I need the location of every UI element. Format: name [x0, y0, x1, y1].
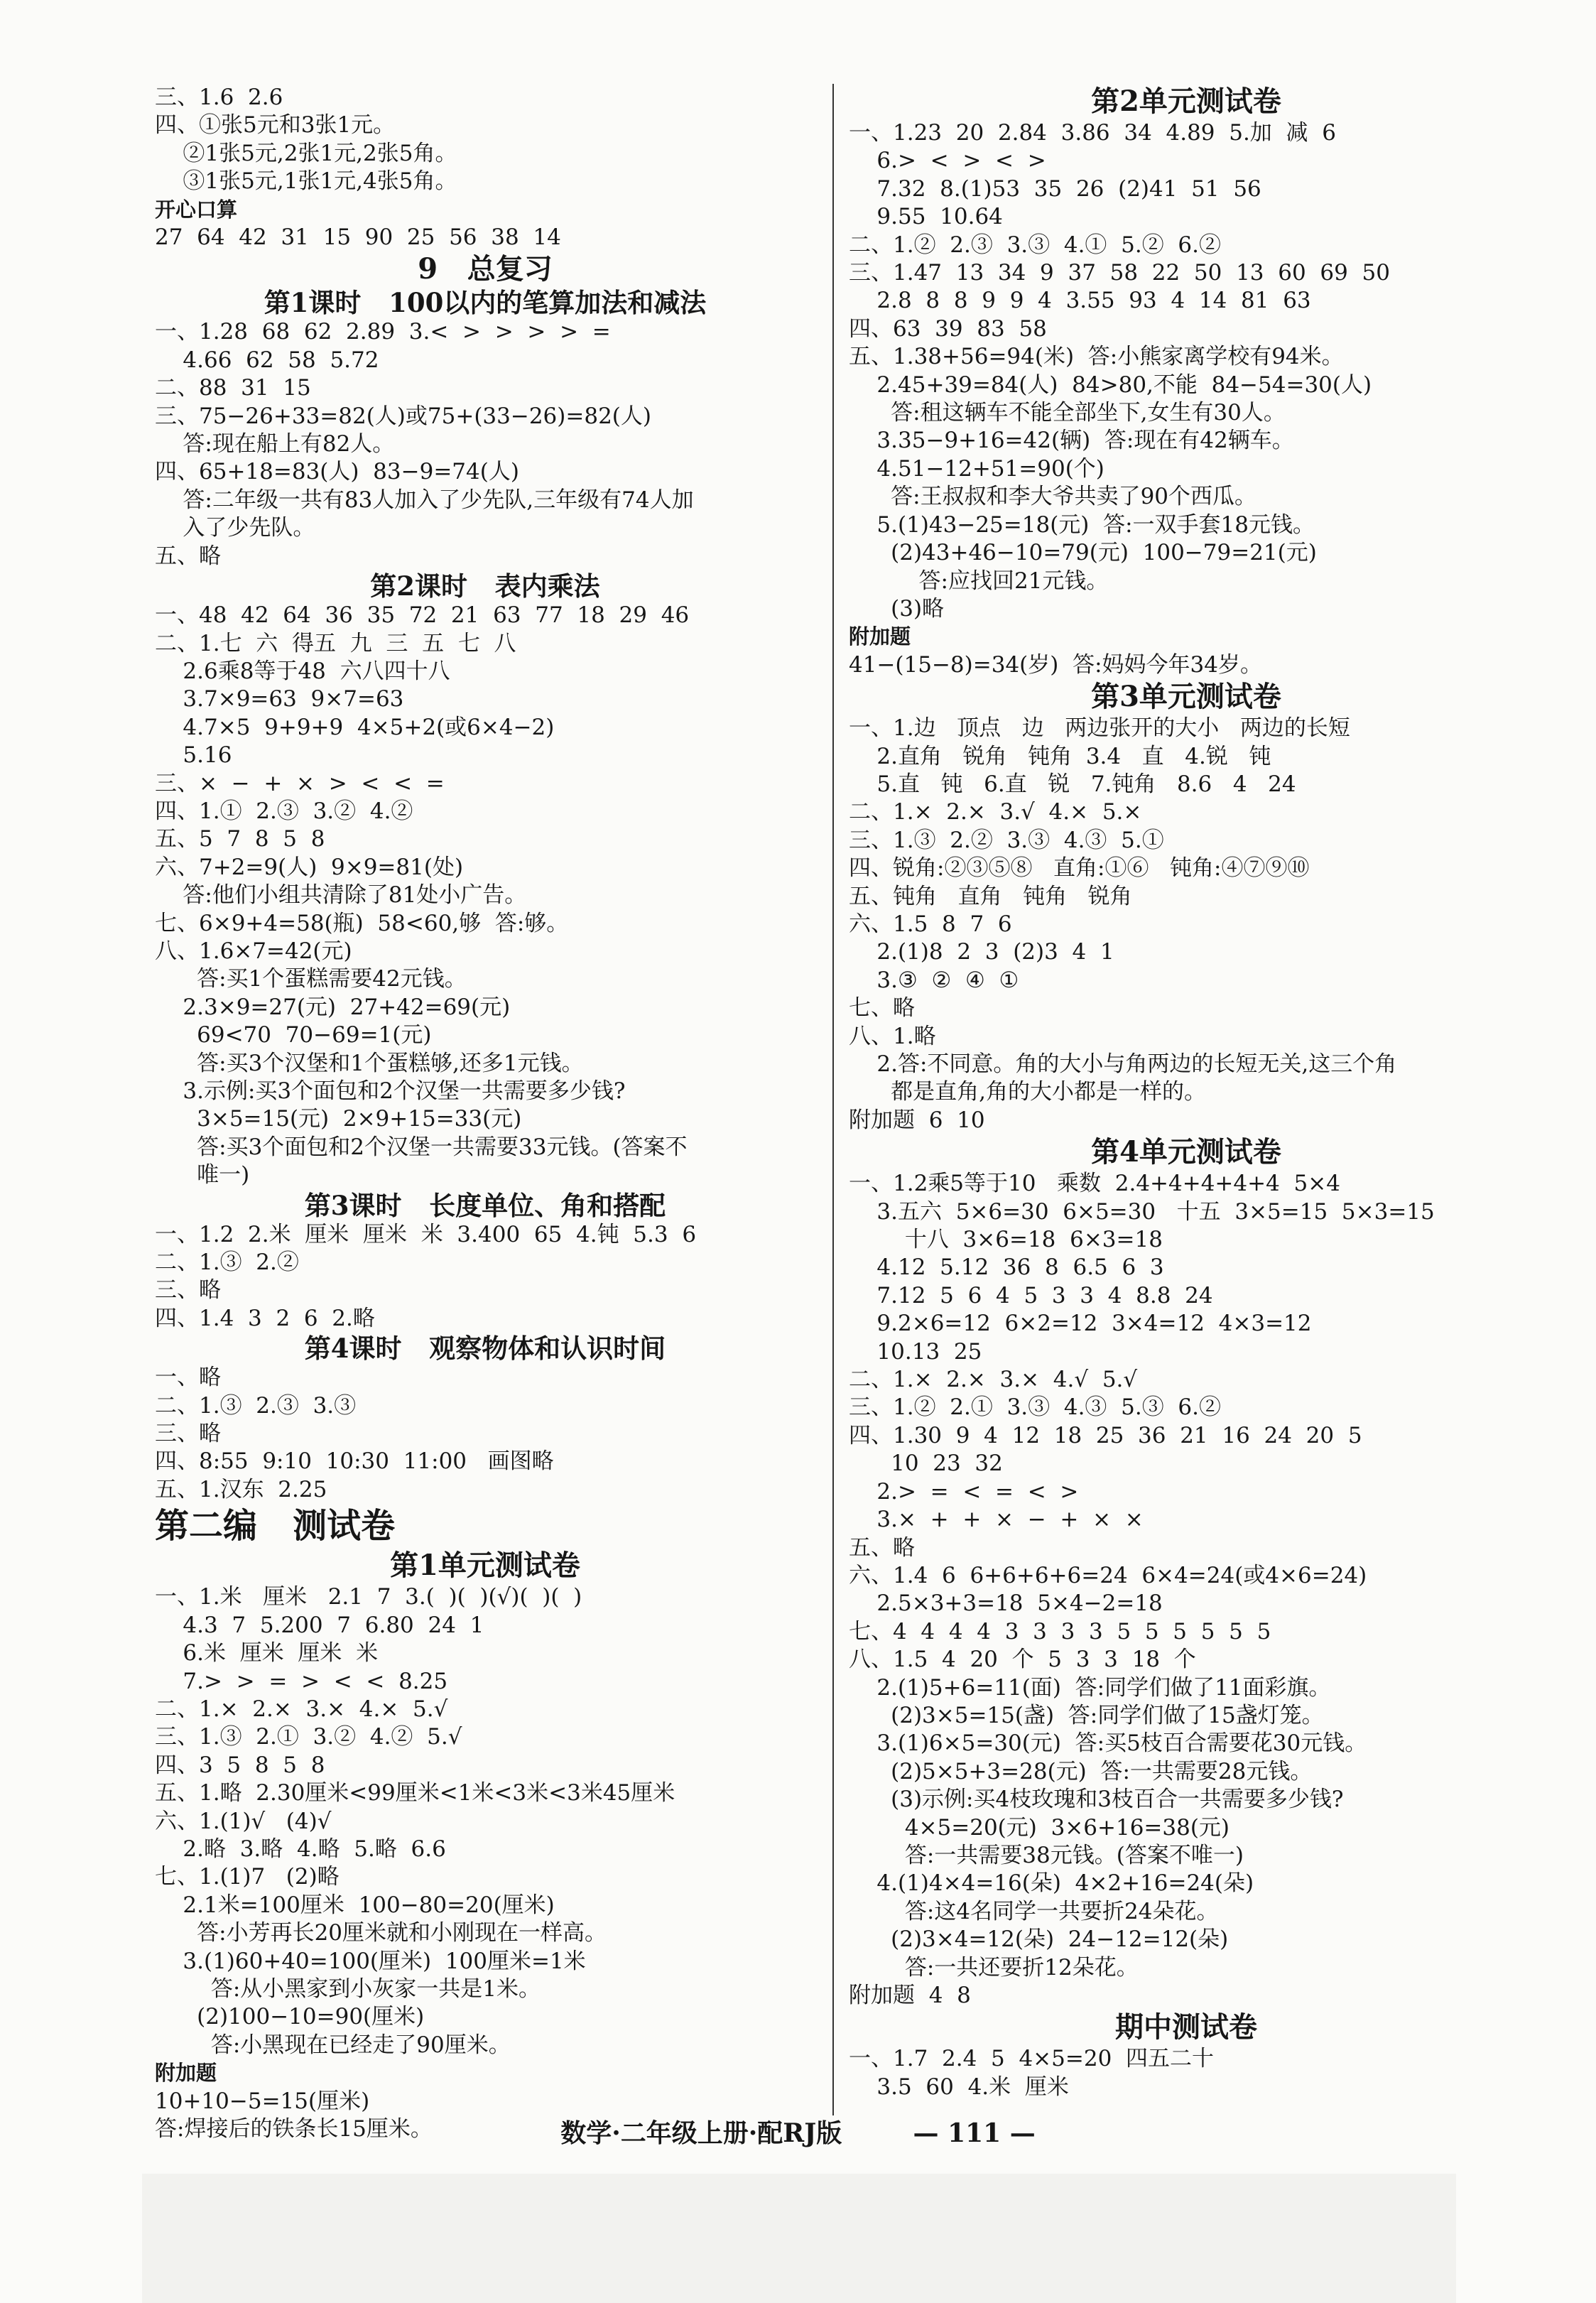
answer-line: 八、1.6×7=42(元)	[155, 938, 352, 964]
answer-line: 7.32 8.(1)53 35 26 (2)41 51 56	[849, 175, 1261, 202]
answer-line: 七、略	[849, 995, 915, 1022]
answer-line: 一、1.7 2.4 5 4×5=20 四五二十	[849, 2046, 1214, 2072]
answer-line: 答:这4名同学一共要折24朵花。	[849, 1898, 1219, 1924]
section-heading: 第1单元测试卷	[390, 1549, 580, 1583]
answer-line: (2)5×5+3=28(元) 答:一共需要28元钱。	[849, 1758, 1313, 1784]
answer-line: 3.(1)60+40=100(厘米) 100厘米=1米	[155, 1948, 586, 1974]
answer-line: 9.55 10.64	[849, 204, 1003, 230]
lesson-heading: 第3课时 长度单位、角和搭配	[304, 1189, 666, 1221]
answer-line: 7.12 5 6 4 5 3 3 4 8.8 24	[849, 1282, 1213, 1308]
section-heading: 9 总复习	[418, 252, 553, 286]
answer-line: 五、略	[155, 543, 221, 569]
answer-line: 二、1.③ 2.②	[155, 1250, 299, 1276]
answer-line: 3.7×9=63 9×7=63	[155, 686, 404, 712]
answer-line: 四、锐角:②③⑤⑧ 直角:①⑥ 钝角:④⑦⑨⑩	[849, 855, 1310, 882]
left-column	[155, 84, 815, 2143]
answer-line: 答:二年级一共有83人加入了少先队,三年级有74人加	[155, 487, 694, 513]
answer-line: 五、1.略 2.30厘米<99厘米<1米<3米<3米45厘米	[155, 1780, 675, 1806]
answer-line: 3.五六 5×6=30 6×5=30 十五 3×5=15 5×3=15	[849, 1198, 1435, 1225]
answer-line: 2.答:不同意。角的大小与角两边的长短无关,这三个角	[849, 1051, 1397, 1077]
answer-line: 答:买3个面包和2个汉堡一共需要33元钱。(答案不	[155, 1134, 688, 1160]
answer-line: 2.(1)8 2 3 (2)3 4 1	[849, 939, 1114, 965]
answer-line: 答:他们小组共清除了81处小广告。	[155, 882, 527, 909]
answer-line: 三、略	[155, 1421, 221, 1447]
answer-line: 答:焊接后的铁条长15厘米。	[155, 2116, 433, 2142]
answer-line: 2.5×3+3=18 5×4−2=18	[849, 1591, 1163, 1617]
answer-line: 41−(15−8)=34(岁) 答:妈妈今年34岁。	[849, 651, 1262, 678]
answer-line: 三、× − + × > < < =	[155, 770, 445, 796]
answer-line: 5.16	[155, 742, 232, 769]
answer-line: 八、1.5 4 20 个 5 3 3 18 个	[849, 1647, 1196, 1673]
answer-line: 一、1.边 顶点 边 两边张开的大小 两边的长短	[849, 715, 1350, 742]
answer-line: 答:现在船上有82人。	[155, 431, 395, 457]
answer-line: 一、1.23 20 2.84 3.86 34 4.89 5.加 减 6	[849, 120, 1336, 146]
answer-line: 二、1.② 2.③ 3.③ 4.① 5.② 6.②	[849, 232, 1222, 258]
answer-line: 答:应找回21元钱。	[849, 568, 1109, 594]
answer-line: 10+10−5=15(厘米)	[155, 2088, 370, 2114]
answer-line: 八、1.略	[849, 1023, 936, 1049]
answer-line: 六、1.5 8 7 6	[849, 911, 1012, 937]
answer-line: 答:一共还要折12朵花。	[849, 1954, 1139, 1980]
answer-line: 六、1.4 6 6+6+6+6=24 6×4=24(或4×6=24)	[849, 1562, 1367, 1588]
answer-line: (3)略	[849, 595, 945, 622]
answer-line: 答:租这辆车不能全部坐下,女生有30人。	[849, 400, 1286, 426]
answer-line: 答:小黑现在已经走了90厘米。	[155, 2032, 511, 2058]
answer-line: 附加题 4 8	[849, 1983, 971, 2008]
sub-label: 附加题	[155, 2061, 217, 2086]
answer-line: 三、1.47 13 34 9 37 58 22 50 13 60 69 50	[849, 260, 1390, 286]
answer-line: 四、8:55 9:10 10:30 11:00 画图略	[155, 1448, 554, 1475]
part-heading: 第二编 测试卷	[155, 1506, 396, 1546]
answer-line: 2.略 3.略 4.略 5.略 6.6	[155, 1836, 446, 1862]
answer-line: (2)43+46−10=79(元) 100−79=21(元)	[849, 540, 1317, 566]
answer-line: 5.(1)43−25=18(元) 答:一双手套18元钱。	[849, 511, 1315, 538]
answer-line: 2.(1)5+6=11(面) 答:同学们做了11面彩旗。	[849, 1674, 1331, 1701]
answer-line: 二、1.× 2.× 3.× 4.× 5.√	[155, 1696, 448, 1722]
answer-line: 四、63 39 83 58	[849, 315, 1047, 342]
answer-line: 十八 3×6=18 6×3=18	[849, 1227, 1163, 1253]
answer-line: 2.6乘8等于48 六八四十八	[155, 658, 450, 684]
answer-line: 三、1.② 2.① 3.③ 4.③ 5.③ 6.②	[849, 1394, 1222, 1421]
answer-line: 3.35−9+16=42(辆) 答:现在有42辆车。	[849, 428, 1294, 454]
page-footer	[0, 2113, 1596, 2150]
answer-line: 五、1.汉东 2.25	[155, 1476, 327, 1502]
answer-line: 答:一共需要38元钱。(答案不唯一)	[849, 1842, 1244, 1868]
answer-line: 五、5 7 8 5 8	[155, 826, 325, 852]
answer-line: 答:买3个汉堡和1个蛋糕够,还多1元钱。	[155, 1050, 584, 1076]
answer-line: 5.直 钝 6.直 锐 7.钝角 8.6 4 24	[849, 771, 1296, 797]
answer-line: 6.> < > < >	[849, 148, 1046, 174]
answer-line: 四、65+18=83(人) 83−9=74(人)	[155, 459, 519, 485]
answer-line: 三、1.6 2.6	[155, 85, 283, 110]
page-number: — 111 —	[913, 2118, 1036, 2148]
answer-line: 七、4 4 4 4 3 3 3 3 5 5 5 5 5 5	[849, 1618, 1271, 1644]
answer-line: 三、1.③ 2.① 3.② 4.② 5.√	[155, 1724, 462, 1750]
answer-line: 2.3×9=27(元) 27+42=69(元)	[155, 994, 511, 1020]
answer-line: 七、1.(1)7 (2)略	[155, 1864, 340, 1890]
answer-line: 附加题 6 10	[849, 1107, 985, 1133]
answer-line: (3)示例:买4枝玫瑰和3枝百合一共需要多少钱?	[849, 1787, 1344, 1813]
answer-line: 4.51−12+51=90(个)	[849, 455, 1104, 482]
column-divider	[832, 84, 834, 2115]
right-column	[849, 84, 1524, 2101]
lesson-heading: 第1课时 100以内的笔算加法和减法	[264, 287, 707, 319]
sub-label: 附加题	[849, 624, 911, 649]
section-heading: 第3单元测试卷	[1091, 680, 1281, 714]
answer-line: 都是直角,角的大小都是一样的。	[849, 1079, 1206, 1105]
answer-line: 四、1.30 9 4 12 18 25 36 21 16 24 20 5	[849, 1422, 1362, 1448]
answer-line: 2.8 8 8 9 9 4 3.55 93 4 14 81 63	[849, 288, 1311, 314]
answer-line: 7.> > = > < < 8.25	[155, 1668, 448, 1694]
answer-line: 六、1.(1)√ (4)√	[155, 1808, 332, 1834]
answer-line: 答:小芳再长20厘米就和小刚现在一样高。	[155, 1920, 607, 1946]
answer-line: ③1张5元,1张1元,4张5角。	[155, 168, 457, 195]
answer-line: 10 23 32	[849, 1451, 1003, 1477]
answer-line: 4.12 5.12 36 8 6.5 6 3	[849, 1255, 1164, 1281]
answer-line: 3.× + + × − + × ×	[849, 1507, 1144, 1533]
answer-line: 答:买1个蛋糕需要42元钱。	[155, 966, 467, 992]
answer-line: 3.示例:买3个面包和2个汉堡一共需要多少钱?	[155, 1078, 626, 1104]
answer-line: 七、6×9+4=58(瓶) 58<60,够 答:够。	[155, 910, 569, 936]
answer-line: 答:王叔叔和李大爷共卖了90个西瓜。	[849, 484, 1257, 510]
section-heading: 第2单元测试卷	[1091, 85, 1281, 118]
lesson-heading: 第4课时 观察物体和认识时间	[304, 1333, 666, 1365]
answer-line: 四、1.① 2.③ 3.② 4.②	[155, 798, 413, 824]
answer-line: 三、略	[155, 1277, 221, 1304]
answer-line: 一、1.28 68 62 2.89 3.< > > > > =	[155, 319, 611, 345]
answer-line: 3.(1)6×5=30(元) 答:买5枝百合需要花30元钱。	[849, 1730, 1367, 1757]
answer-line: ②1张5元,2张1元,2张5角。	[155, 140, 457, 166]
answer-line: (2)100−10=90(厘米)	[155, 2004, 425, 2030]
answer-line: 三、75−26+33=82(人)或75+(33−26)=82(人)	[155, 403, 651, 429]
answer-line: 答:从小黑家到小灰家一共是1米。	[155, 1976, 541, 2002]
answer-line: 二、1.七 六 得五 九 三 五 七 八	[155, 630, 516, 656]
section-heading: 期中测试卷	[1115, 2010, 1257, 2044]
answer-line: 10.13 25	[849, 1338, 982, 1365]
answer-line: 2.直角 锐角 钝角 3.4 直 4.锐 钝	[849, 743, 1271, 769]
answer-line: 6.米 厘米 厘米 米	[155, 1640, 379, 1667]
answer-line: 4.(1)4×4=16(朵) 4×2+16=24(朵)	[849, 1870, 1254, 1897]
answer-line: 一、略	[155, 1365, 221, 1391]
answer-line: 3.③ ② ④ ①	[849, 967, 1019, 993]
answer-line: 4.3 7 5.200 7 6.80 24 1	[155, 1612, 484, 1638]
page-bottom-margin	[142, 2174, 1456, 2303]
answer-line: 三、1.③ 2.② 3.③ 4.③ 5.①	[849, 827, 1164, 853]
answer-line: 四、1.4 3 2 6 2.略	[155, 1305, 375, 1331]
answer-line: 一、1.米 厘米 2.1 7 3.( )( )(√)( )( )	[155, 1584, 582, 1610]
answer-line: 一、48 42 64 36 35 72 21 63 77 18 29 46	[155, 602, 690, 629]
sub-label: 开心口算	[155, 197, 238, 222]
section-heading: 第4单元测试卷	[1091, 1135, 1281, 1169]
answer-line: 二、1.× 2.× 3.√ 4.× 5.×	[849, 799, 1142, 825]
lesson-heading: 第2课时 表内乘法	[370, 570, 600, 602]
answer-line: 69<70 70−69=1(元)	[155, 1022, 432, 1048]
answer-line: 2.45+39=84(人) 84>80,不能 84−54=30(人)	[849, 372, 1372, 398]
answer-line: 二、1.× 2.× 3.× 4.√ 5.√	[849, 1367, 1138, 1393]
answer-line: 4×5=20(元) 3×6+16=38(元)	[849, 1814, 1230, 1841]
answer-line: 四、3 5 8 5 8	[155, 1752, 325, 1778]
answer-line: 五、略	[849, 1534, 915, 1561]
answer-line: 2.1米=100厘米 100−80=20(厘米)	[155, 1892, 555, 1918]
answer-line: 四、①张5元和3张1元。	[155, 112, 396, 139]
answer-line: 二、88 31 15	[155, 375, 311, 401]
answer-line: 3×5=15(元) 2×9+15=33(元)	[155, 1106, 522, 1132]
answer-line: (2)3×4=12(朵) 24−12=12(朵)	[849, 1927, 1229, 1953]
answer-line: 一、1.2乘5等于10 乘数 2.4+4+4+4+4 5×4	[849, 1171, 1340, 1197]
answer-line: 二、1.③ 2.③ 3.③	[155, 1392, 357, 1419]
answer-line: 六、7+2=9(人) 9×9=81(处)	[155, 854, 464, 880]
footer-subject: 数学·二年级上册·配RJ版	[560, 2118, 842, 2148]
answer-line: 2.> = < = < >	[849, 1478, 1079, 1505]
answer-line: 一、1.2 2.米 厘米 厘米 米 3.400 65 4.钝 5.3 6	[155, 1221, 697, 1247]
answer-line: 五、1.38+56=94(米) 答:小熊家离学校有94米。	[849, 344, 1344, 370]
answer-line: 4.7×5 9+9+9 4×5+2(或6×4−2)	[155, 714, 555, 740]
answer-line: (2)3×5=15(盏) 答:同学们做了15盏灯笼。	[849, 1702, 1324, 1728]
answer-line: 唯一)	[155, 1162, 250, 1188]
answer-line: 五、钝角 直角 钝角 锐角	[849, 883, 1132, 909]
answer-line: 9.2×6=12 6×2=12 3×4=12 4×3=12	[849, 1311, 1312, 1337]
answer-line: 3.5 60 4.米 厘米	[849, 2074, 1069, 2100]
answer-line: 入了少先队。	[155, 515, 315, 541]
answer-line: 4.66 62 58 5.72	[155, 347, 379, 373]
answer-line: 27 64 42 31 15 90 25 56 38 14	[155, 224, 561, 251]
